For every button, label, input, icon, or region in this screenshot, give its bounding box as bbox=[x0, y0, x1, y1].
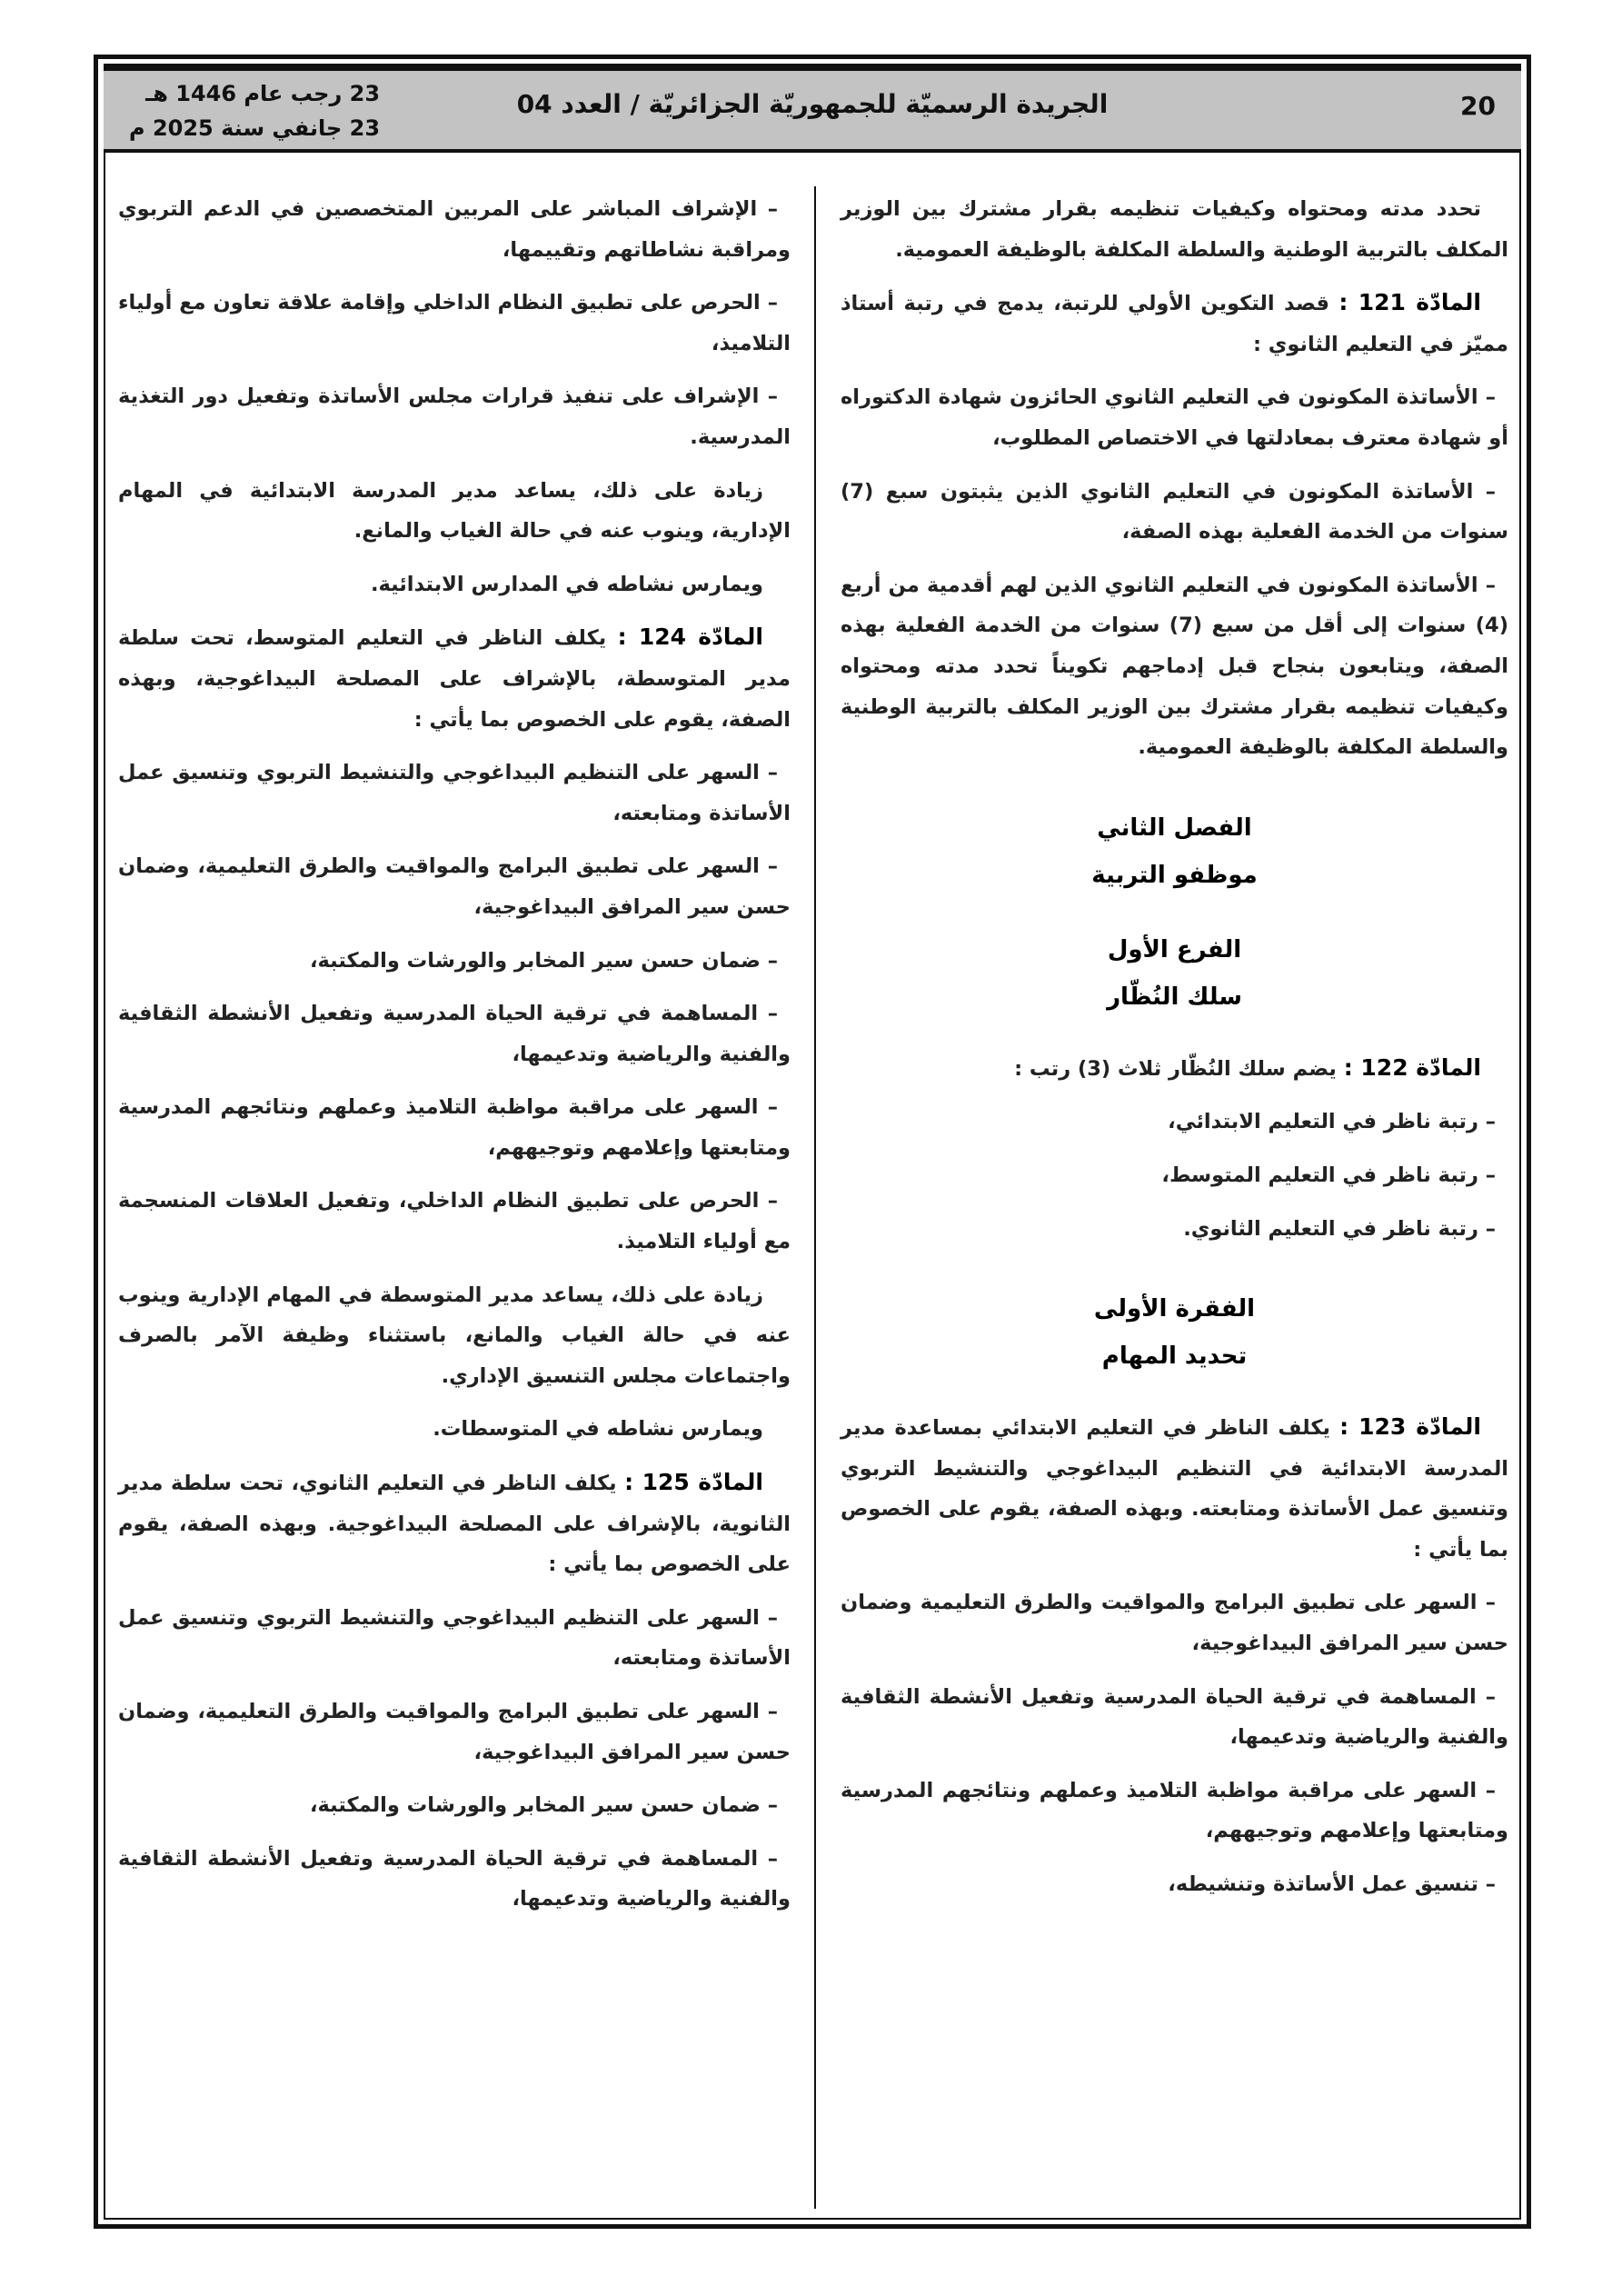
list-item: – المساهمة في ترقية الحياة المدرسية وتفعيل الأنشطة الثقافية والفنية والرياضية وتدعيمها، bbox=[118, 1846, 791, 1912]
list-item: – الأساتذة المكونون في التعليم الثانوي الذين يثبتون سبع (7) سنوات من الخدمة الفعلية بهذه الصفة، bbox=[841, 479, 1508, 544]
list-item: – السهر على تطبيق البرامج والمواقيت والطرق التعليمية، وضمان حسن سير المرافق البيداغوجية، bbox=[118, 1700, 791, 1764]
issue-date bbox=[129, 76, 380, 145]
list-item: – السهر على التنظيم البيداغوجي والتنشيط التربوي وتنسيق عمل الأساتذة ومتابعته، bbox=[118, 1605, 791, 1671]
section-heading: الفصل الثاني bbox=[1097, 814, 1252, 842]
article-text: يكلف الناظر في التعليم المتوسط، تحت سلطة مدير المتوسطة، بالإشراف على المصلحة البيداغوجية، وبهذه الصفة، يقوم على الخصوص بما يأتي : bbox=[118, 626, 791, 732]
article-number: المادّة 122 : bbox=[1343, 1053, 1481, 1081]
article-text: يضم سلك النُظّار ثلاث (3) رتب : bbox=[1014, 1056, 1344, 1081]
list-item: – المساهمة في ترقية الحياة المدرسية وتفعيل الأنشطة الثقافية والفنية والرياضية وتدعيمها، bbox=[841, 1684, 1508, 1750]
list-item: – السهر على مراقبة مواظبة التلاميذ وعملهم ونتائجهم المدرسية ومتابعتها وإعلامهم وتوجيههم، bbox=[841, 1778, 1508, 1843]
list-item: – الأساتذة المكونون في التعليم الثانوي الذين لهم أقدمية من أربع (4) سنوات إلى أقل من سبع (7) سنوات من الخدمة الفعلية بهذه الصفة، ويتابعون بنجاح قبل إدماجهم تكويناً تحدد مدته ومحتواه وكيفيات تنظيمه بقرار مشترك بين الوزير المكلف بالتربية الوطنية والسلطة المكلفة بالوظيفة العمومية. bbox=[841, 573, 1508, 760]
paragraph: زيادة على ذلك، يساعد مدير المدرسة الابتدائية في المهام الإدارية، وينوب عنه في حالة الغياب والمانع. bbox=[118, 478, 791, 544]
article-paragraph bbox=[841, 283, 1508, 364]
list-item: – السهر على التنظيم البيداغوجي والتنشيط التربوي وتنسيق عمل الأساتذة ومتابعته، bbox=[118, 761, 791, 825]
gazette-title: الجريدة الرسميّة للجمهوريّة الجزائريّة / العدد 04 bbox=[516, 89, 1109, 119]
article-number: المادّة 124 : bbox=[617, 624, 763, 651]
list-item: – الأساتذة المكونون في التعليم الثانوي الحائزون شهادة الدكتوراه أو شهادة معترف بمعادلتها في الاختصاص المطلوب، bbox=[841, 385, 1508, 450]
list-item: – السهر على تطبيق البرامج والمواقيت والطرق التعليمية، وضمان حسن سير المرافق البيداغوجية، bbox=[118, 854, 791, 919]
list-item: – السهر على تطبيق البرامج والمواقيت والطرق التعليمية وضمان حسن سير المرافق البيداغوجية، bbox=[841, 1591, 1508, 1656]
article-number: المادّة 125 : bbox=[624, 1469, 763, 1496]
article-paragraph bbox=[841, 1407, 1508, 1570]
article-text: قصد التكوين الأولي للرتبة، يدمج في رتبة أستاذ مميّز في التعليم الثانوي : bbox=[841, 292, 1508, 356]
list-item: – تنسيق عمل الأساتذة وتنشيطه، bbox=[1168, 1872, 1496, 1897]
list-item: – المساهمة في ترقية الحياة المدرسية وتفعيل الأنشطة الثقافية والفنية والرياضية وتدعيمها، bbox=[118, 1002, 791, 1066]
article-number: المادّة 121 : bbox=[1338, 289, 1481, 316]
paragraph: ويمارس نشاطه في المتوسطات. bbox=[433, 1417, 763, 1442]
paragraph: تحدد مدته ومحتواه وكيفيات تنظيمه بقرار مشترك بين الوزير المكلف بالتربية الوطنية والسلطة المكلفة بالوظيفة العمومية. bbox=[841, 197, 1508, 262]
list-item: – السهر على مراقبة مواظبة التلاميذ وعملهم ونتائجهم المدرسية ومتابعتها وإعلامهم وتوجيههم، bbox=[118, 1095, 791, 1160]
page-number: 20 bbox=[1460, 91, 1496, 121]
section-heading: الفرع الأول bbox=[1107, 935, 1242, 963]
date-gregorian: 23 جانفي سنة 2025 م bbox=[129, 115, 381, 141]
list-item: – رتبة ناظر في التعليم الابتدائي، bbox=[1168, 1110, 1496, 1134]
article-number: المادّة 123 : bbox=[1339, 1413, 1481, 1441]
article-paragraph bbox=[118, 617, 791, 740]
article-paragraph bbox=[841, 1048, 1508, 1090]
article-text: يكلف الناظر في التعليم الابتدائي بمساعدة مدير المدرسة الابتدائية في التنظيم البيداغوجي والتنشيط التربوي وتنسيق عمل الأساتذة ومتابعته. وبهذه الصفة، يقوم على الخصوص بما يأتي : bbox=[841, 1416, 1508, 1562]
paragraph: ويمارس نشاطه في المدارس الابتدائية. bbox=[370, 572, 763, 596]
right-column bbox=[841, 189, 1508, 1918]
list-item: – الإشراف المباشر على المربين المتخصصين في الدعم التربوي ومراقبة نشاطاتهم وتقييمها، bbox=[118, 197, 791, 262]
left-column bbox=[118, 189, 791, 1932]
paragraph: زيادة على ذلك، يساعد مدير المتوسطة في المهام الإدارية وينوب عنه في حالة الغياب والمانع، باستثناء وظيفة الآمر بالصرف واجتماعات مجلس التنسيق الإداري. bbox=[118, 1283, 791, 1388]
column-divider bbox=[814, 186, 816, 2209]
list-item: – الحرص على تطبيق النظام الداخلي، وتفعيل العلاقات المنسجمة مع أولياء التلاميذ. bbox=[118, 1189, 791, 1254]
list-item: – الإشراف على تنفيذ قرارات مجلس الأساتذة وتفعيل دور التغذية المدرسية. bbox=[118, 384, 791, 449]
list-item: – الحرص على تطبيق النظام الداخلي وإقامة علاقة تعاون مع أولياء التلاميذ، bbox=[118, 291, 791, 355]
section-heading: تحديد المهام bbox=[1101, 1343, 1248, 1371]
section-heading: الفقرة الأولى bbox=[1093, 1295, 1256, 1323]
section-heading: موظفو التربية bbox=[1091, 861, 1258, 889]
section-heading: سلك النُظّار bbox=[1107, 983, 1242, 1011]
gazette-header bbox=[104, 65, 1521, 153]
article-text: يكلف الناظر في التعليم الثانوي، تحت سلطة مدير الثانوية، بالإشراف على المصلحة البيداغوجية. وبهذه الصفة، يقوم على الخصوص بما يأتي : bbox=[118, 1472, 791, 1577]
article-paragraph bbox=[118, 1462, 791, 1585]
list-item: – رتبة ناظر في التعليم المتوسط، bbox=[1161, 1163, 1496, 1187]
list-item: – ضمان حسن سير المخابر والورشات والمكتبة، bbox=[309, 948, 778, 973]
list-item: – ضمان حسن سير المخابر والورشات والمكتبة، bbox=[309, 1793, 778, 1818]
date-hijri: 23 رجب عام 1446 هـ bbox=[145, 81, 381, 106]
list-item: – رتبة ناظر في التعليم الثانوي. bbox=[1183, 1216, 1496, 1241]
